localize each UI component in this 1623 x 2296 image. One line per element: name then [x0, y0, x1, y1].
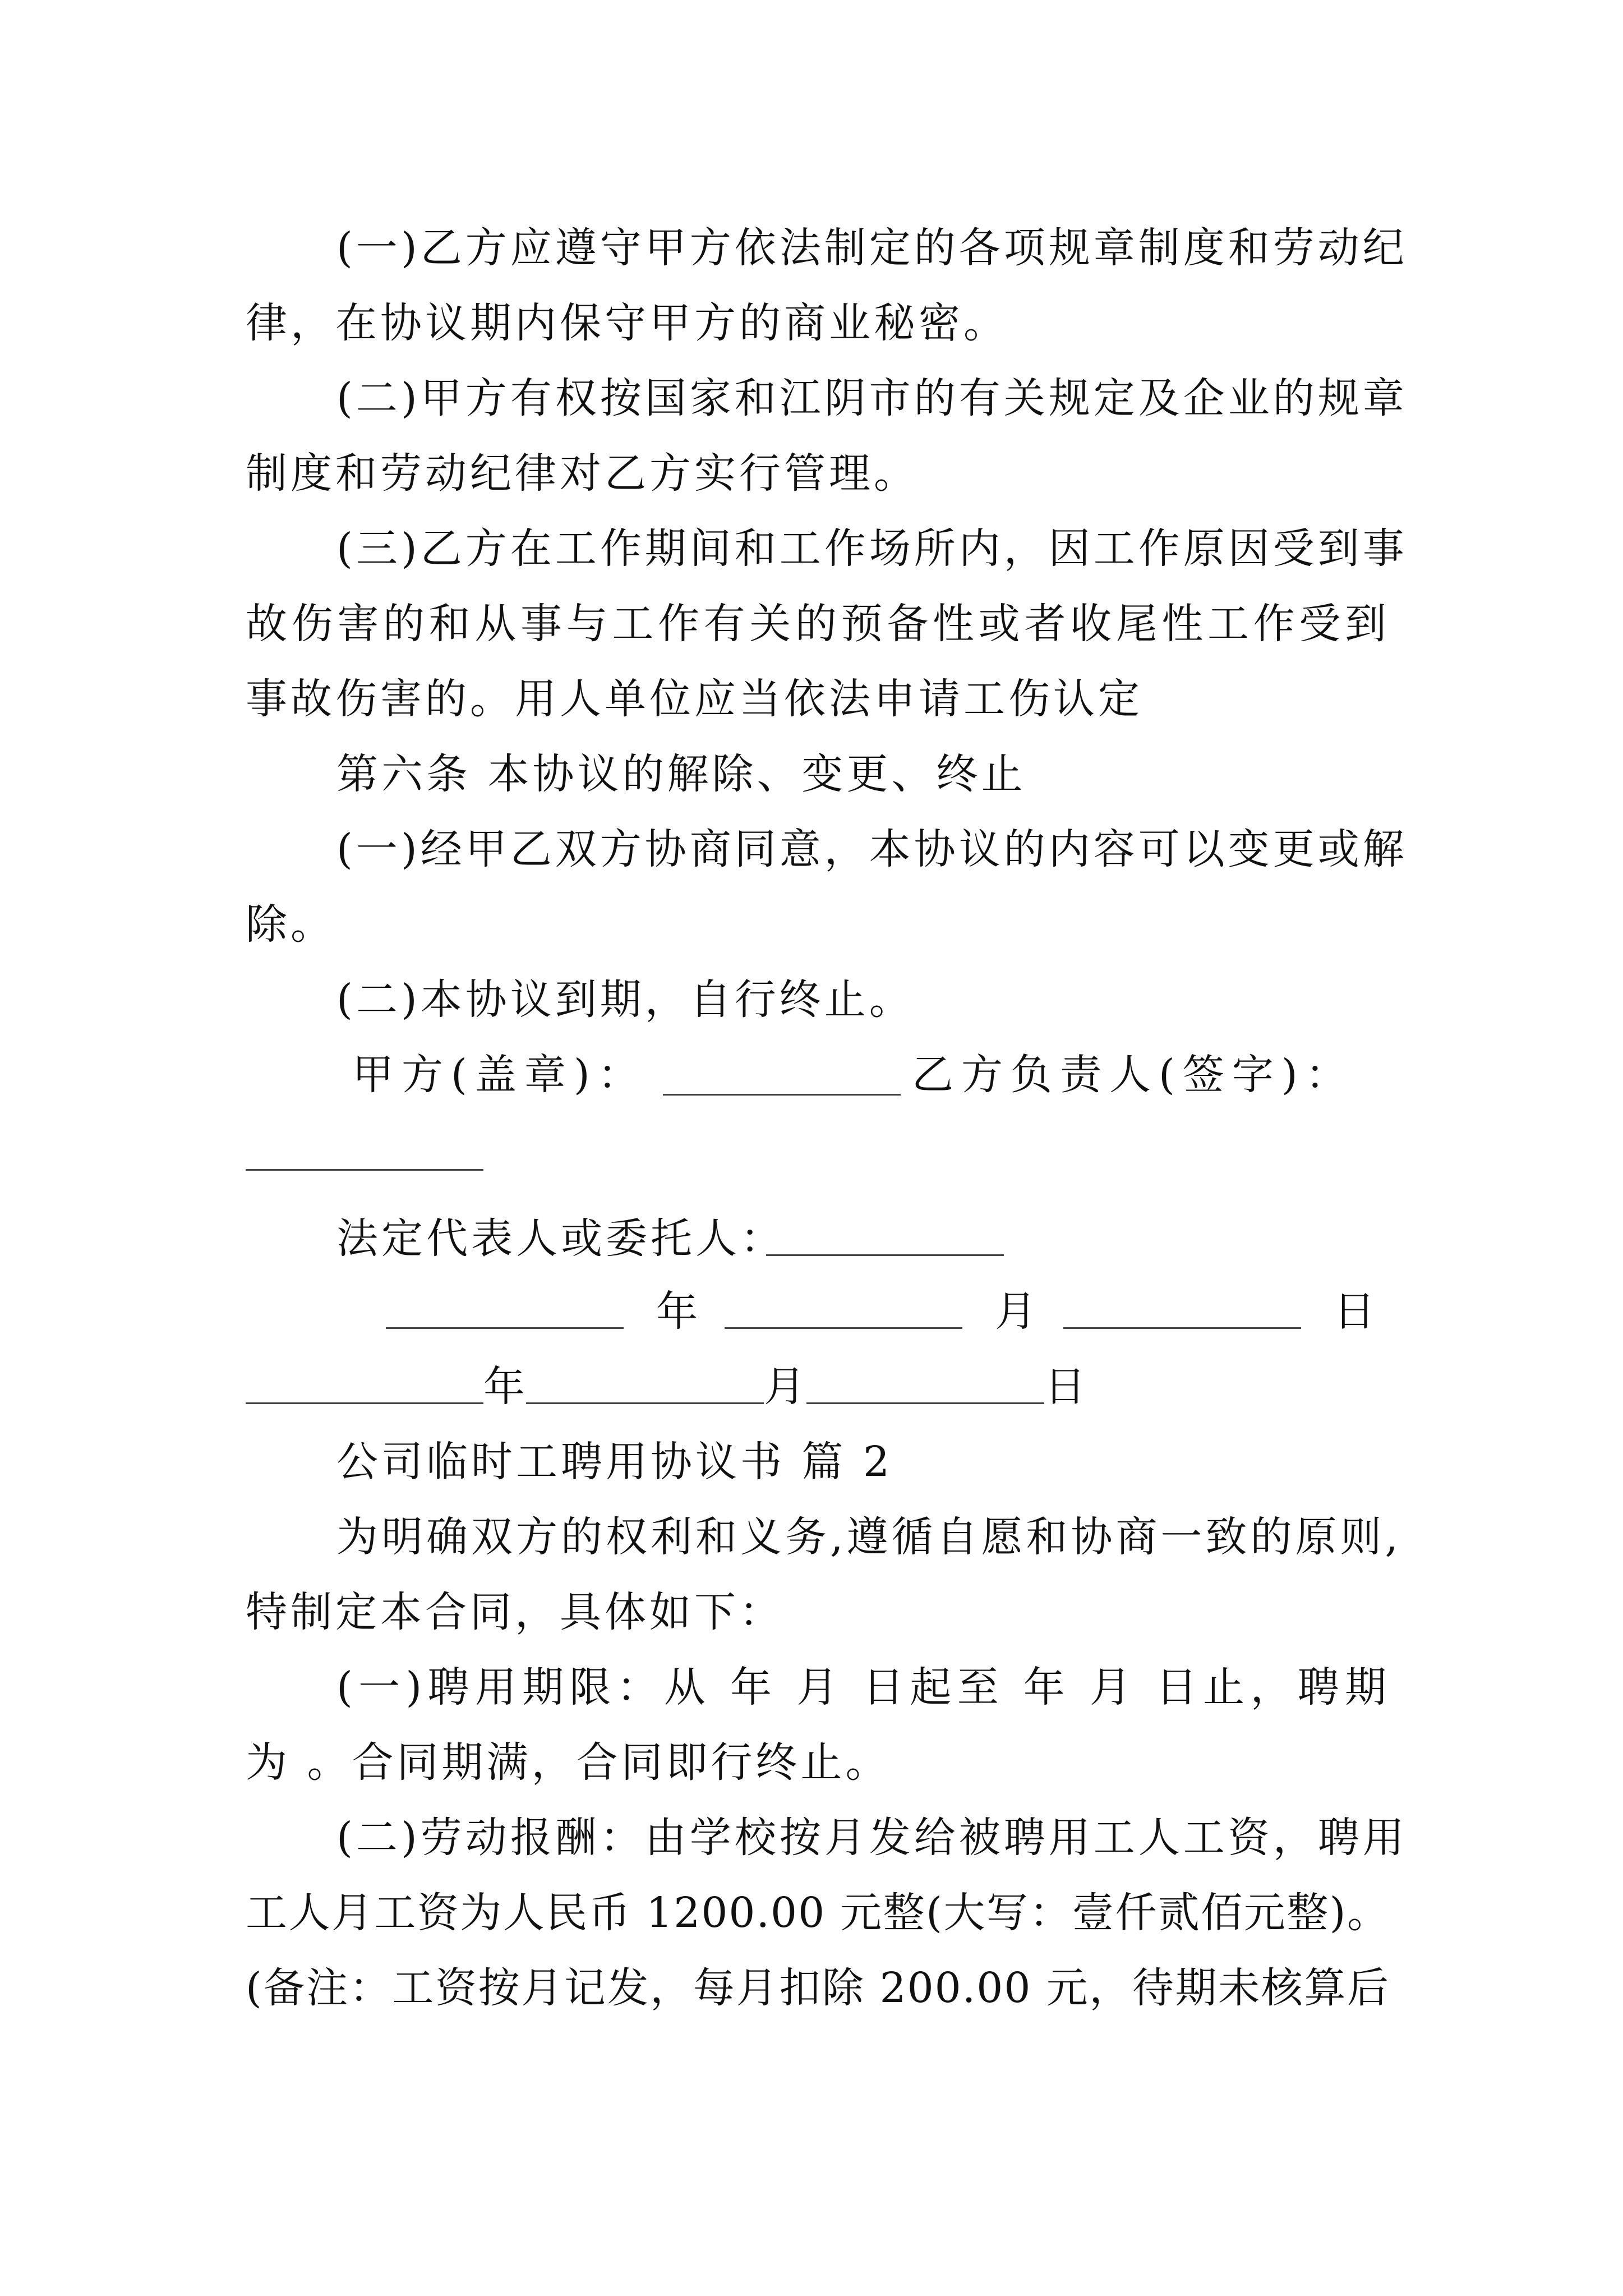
paragraph-line: (三)乙方在工作期间和工作场所内，因工作原因受到事 [336, 524, 1408, 573]
month-blank [725, 1327, 962, 1329]
year-blank [386, 1327, 624, 1329]
paragraph-line: 制度和劳动纪律对乙方实行管理。 [246, 449, 919, 498]
day-label: 日 [1334, 1287, 1375, 1336]
month-blank [526, 1402, 764, 1404]
year-label: 年 [656, 1287, 698, 1336]
month-label: 月 [995, 1287, 1036, 1336]
paragraph-line: 故伤害的和从事与工作有关的预备性或者收尾性工作受到 [246, 600, 1390, 648]
paragraph-line: (一)聘用期限：从 年 月 日起至 年 月 日止，聘期 [336, 1663, 1390, 1711]
party-a-blank [663, 1094, 901, 1096]
party-a-label: 甲方(盖章)： [352, 1051, 647, 1099]
representative-label: 法定代表人或委托人： [336, 1214, 785, 1263]
month-label: 月 [764, 1363, 805, 1411]
representative-blank [766, 1254, 1004, 1256]
party-b-label: 乙方负责人(签字)： [912, 1051, 1355, 1099]
paragraph-line: 除。 [246, 900, 335, 949]
party-b-blank [246, 1169, 483, 1171]
paragraph-line: (一)经甲乙双方协商同意，本协议的内容可以变更或解 [336, 825, 1408, 873]
paragraph-line: 律，在协议期内保守甲方的商业秘密。 [246, 299, 1008, 347]
paragraph-line: 事故伤害的。用人单位应当依法申请工伤认定 [246, 675, 1143, 723]
day-blank [806, 1402, 1044, 1404]
paragraph-line: (二)劳动报酬：由学校按月发给被聘用工人工资，聘用 [336, 1814, 1408, 1862]
section-title: 公司临时工聘用协议书 篇 2 [336, 1438, 893, 1486]
day-blank [1063, 1327, 1301, 1329]
section-heading: 第六条 本协议的解除、变更、终止 [336, 750, 1026, 798]
paragraph-line: 特制定本合同，具体如下： [246, 1588, 784, 1636]
paragraph-line: 工人月工资为人民币 1200.00 元整(大写：壹仟贰佰元整)。 [246, 1889, 1390, 1937]
year-blank [246, 1402, 483, 1404]
day-label: 日 [1044, 1363, 1086, 1411]
paragraph-line: 为 。合同期满，合同即行终止。 [246, 1738, 891, 1787]
year-label: 年 [483, 1363, 525, 1411]
paragraph-line: (二)甲方有权按国家和江阴市的有关规定及企业的规章 [336, 374, 1408, 422]
paragraph-line: (一)乙方应遵守甲方依法制定的各项规章制度和劳动纪 [336, 224, 1408, 272]
paragraph-line: (二)本协议到期，自行终止。 [336, 976, 914, 1024]
paragraph-line: 为明确双方的权利和义务,遵循自愿和协商一致的原则, [336, 1513, 1402, 1561]
paragraph-line: (备注：工资按月记发，每月扣除 200.00 元，待期未核算后 [246, 1964, 1390, 2012]
